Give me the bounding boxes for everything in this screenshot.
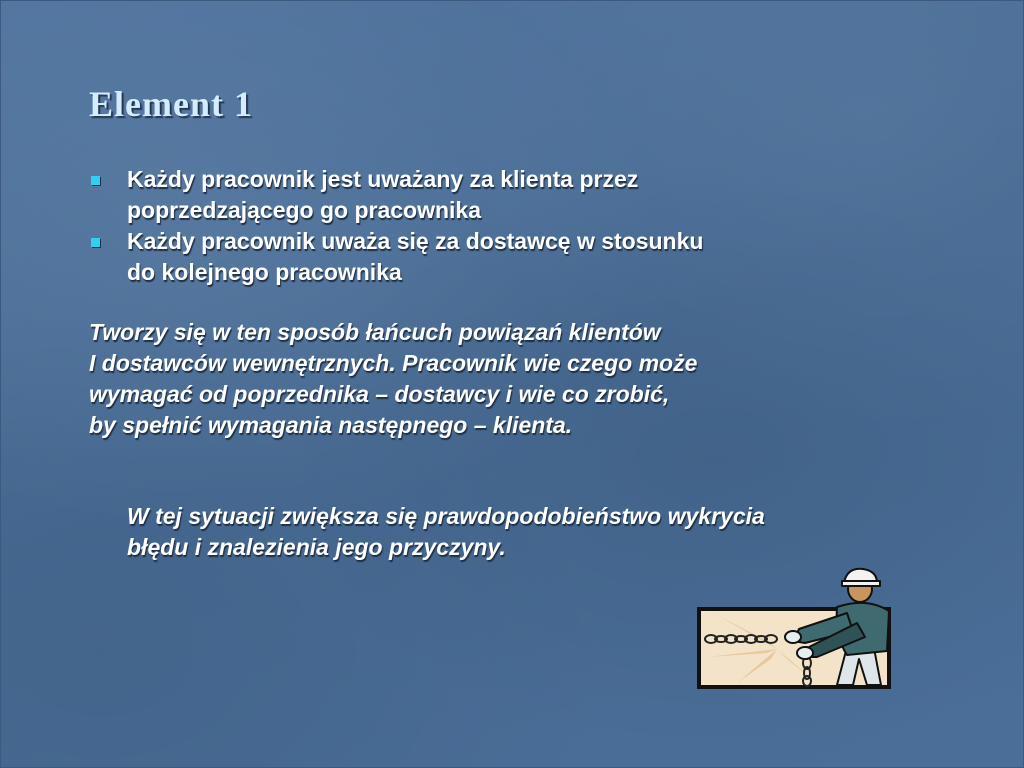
bullet-item — [89, 226, 869, 288]
bullet-item — [89, 164, 869, 226]
bullet-line: poprzedzającego go pracownika — [127, 197, 482, 223]
body-paragraph — [89, 317, 697, 441]
paragraph-line: wymagać od poprzednika – dostawcy i wie co zrobić, — [89, 381, 670, 407]
bullet-line: Każdy pracownik uważa się za dostawcę w stosunku — [127, 228, 704, 254]
square-bullet-icon — [91, 238, 100, 247]
paragraph-line: by spełnić wymagania następnego – klienta. — [89, 412, 573, 438]
paragraph-line: I dostawców wewnętrznych. Pracownik wie czego może — [89, 350, 698, 376]
square-bullet-icon — [91, 176, 100, 185]
conclusion-line: W tej sytuacji zwiększa się prawdopodobieństwo wykrycia — [127, 503, 765, 529]
bullet-list — [89, 164, 869, 288]
worker-pulling-chain-icon — [697, 567, 897, 691]
slide-title: Element 1 — [89, 84, 253, 124]
bullet-line: Każdy pracownik jest uważany za klienta przez — [127, 166, 639, 192]
bullet-line: do kolejnego pracownika — [127, 259, 402, 285]
paragraph-line: Tworzy się w ten sposób łańcuch powiązań klientów — [89, 319, 661, 345]
conclusion-line: błędu i znalezienia jego przyczyny. — [127, 534, 506, 560]
conclusion-paragraph — [127, 501, 765, 563]
